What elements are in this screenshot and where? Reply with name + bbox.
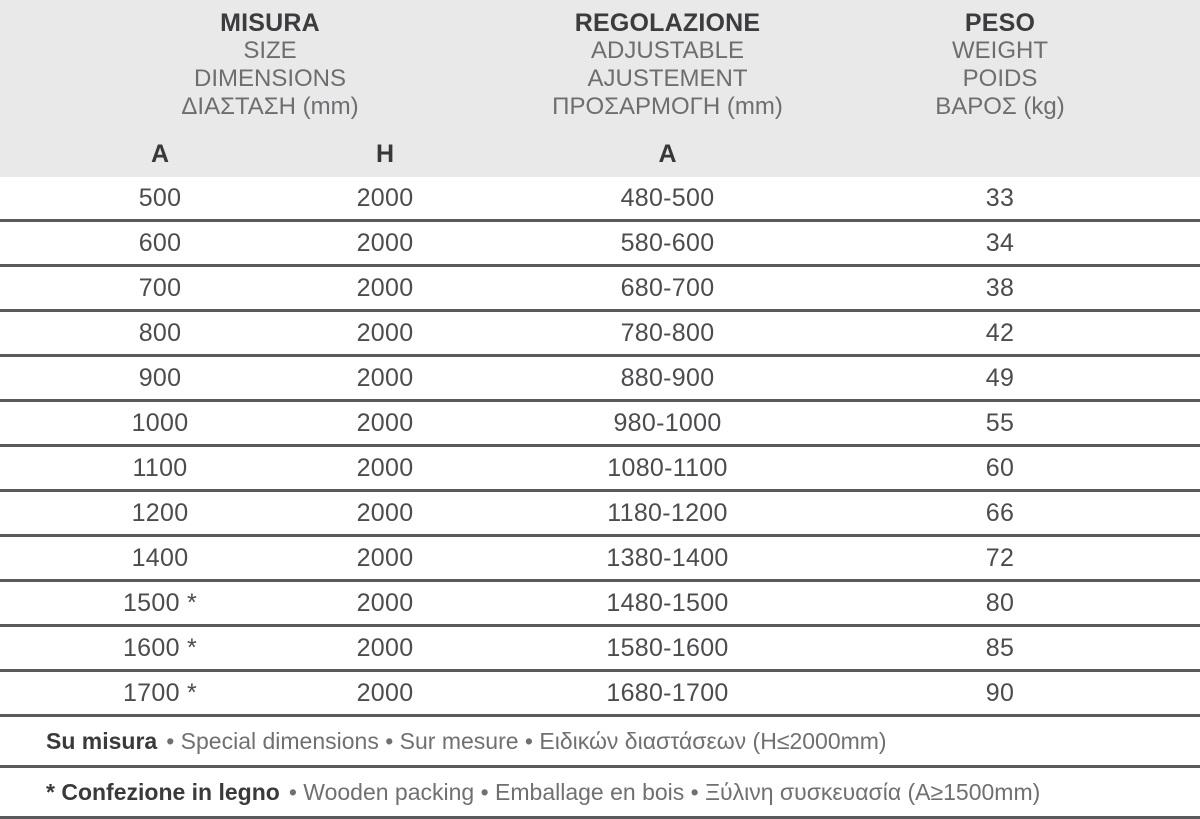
cell-size-a: 800	[138, 318, 182, 347]
cell-size-h: 2000	[356, 633, 414, 662]
cell-size-h: 2000	[356, 453, 414, 482]
header-group-peso	[880, 9, 1120, 121]
cell-size-a: 600	[138, 228, 182, 257]
cell-adjust-range: 880-900	[620, 363, 715, 392]
header-sub-ajustement: AJUSTEMENT	[587, 65, 748, 92]
note-rest-text: • Wooden packing • Emballage en bois • Ξύλινη συσκευασία (A≥1500mm)	[288, 778, 1041, 805]
cell-adjust-range: 1380-1400	[606, 543, 729, 572]
cell-size-a: 1100	[132, 453, 188, 482]
cell-size-h: 2000	[356, 228, 414, 257]
note-confezione-in-legno	[0, 768, 1200, 819]
note-bold-text: * Confezione in legno	[46, 778, 280, 805]
cell-weight: 55	[985, 408, 1015, 437]
header-sub-diastasi: ΔΙΑΣΤΑΣΗ (mm)	[181, 93, 359, 120]
table-row	[0, 222, 1200, 267]
header-sub-varos: ΒΑΡΟΣ (kg)	[935, 93, 1065, 120]
cell-weight: 42	[985, 318, 1015, 347]
subheader-size-h: H	[375, 140, 395, 168]
cell-size-a: 700	[138, 273, 182, 302]
cell-weight: 85	[985, 633, 1015, 662]
cell-weight: 90	[985, 678, 1015, 707]
cell-weight: 66	[985, 498, 1015, 527]
table-row	[0, 402, 1200, 447]
note-bold-text: Su misura	[46, 727, 158, 754]
cell-size-a: 500	[138, 183, 182, 212]
cell-size-h: 2000	[356, 408, 414, 437]
cell-size-a: 1400	[131, 543, 189, 572]
table-row	[0, 537, 1200, 582]
cell-adjust-range: 1180-1200	[607, 498, 728, 527]
cell-adjust-range: 1080-1100	[607, 453, 728, 482]
cell-size-h: 2000	[356, 588, 414, 617]
table-row	[0, 447, 1200, 492]
cell-size-a: 1500 *	[122, 588, 198, 617]
header-sub-adjustable: ADJUSTABLE	[591, 37, 744, 64]
cell-size-a: 1200	[131, 498, 189, 527]
header-group-regolazione	[450, 9, 885, 121]
table-row	[0, 267, 1200, 312]
cell-adjust-range: 1480-1500	[606, 588, 729, 617]
cell-adjust-range: 580-600	[620, 228, 715, 257]
table-row	[0, 492, 1200, 537]
note-su-misura	[0, 717, 1200, 768]
table-row	[0, 627, 1200, 672]
table-row	[0, 357, 1200, 402]
cell-adjust-range: 680-700	[620, 273, 715, 302]
header-sub-size: SIZE	[243, 37, 297, 64]
cell-weight: 72	[985, 543, 1015, 572]
cell-adjust-range: 480-500	[620, 183, 715, 212]
cell-weight: 33	[985, 183, 1015, 212]
cell-size-h: 2000	[356, 678, 414, 707]
subheader-adjustable-a: A	[658, 140, 677, 168]
cell-size-h: 2000	[356, 273, 414, 302]
header-title-regolazione: REGOLAZIONE	[574, 9, 761, 37]
header-sub-prosarmogi: ΠΡΟΣΑΡΜΟΓΗ (mm)	[552, 93, 783, 120]
table-row	[0, 312, 1200, 357]
header-title-peso: PESO	[964, 9, 1036, 37]
cell-size-h: 2000	[356, 183, 414, 212]
cell-weight: 60	[985, 453, 1015, 482]
cell-size-a: 1000	[131, 408, 189, 437]
cell-size-h: 2000	[356, 318, 414, 347]
cell-weight: 34	[985, 228, 1015, 257]
subheader-row	[0, 140, 1200, 169]
table-row	[0, 177, 1200, 222]
cell-weight: 38	[985, 273, 1015, 302]
header-sub-weight: WEIGHT	[952, 37, 1048, 64]
cell-size-h: 2000	[356, 543, 414, 572]
cell-adjust-range: 780-800	[620, 318, 715, 347]
subheader-weight-spacer	[885, 140, 1115, 169]
header-sub-dimensions: DIMENSIONS	[193, 65, 346, 92]
note-rest-text: • Special dimensions • Sur mesure • Ειδικών διαστάσεων (H≤2000mm)	[166, 727, 887, 754]
subheader-size-a: A	[150, 140, 170, 168]
cell-size-a: 1600 *	[122, 633, 198, 662]
cell-adjust-range: 1580-1600	[606, 633, 729, 662]
cell-size-h: 2000	[356, 498, 414, 527]
header-title-misura: MISURA	[220, 9, 320, 37]
cell-size-a: 900	[138, 363, 182, 392]
header-sub-poids: POIDS	[962, 65, 1038, 92]
cell-weight: 49	[985, 363, 1015, 392]
table-header	[0, 0, 1200, 177]
cell-weight: 80	[985, 588, 1015, 617]
cell-size-h: 2000	[356, 363, 414, 392]
cell-size-a: 1700 *	[122, 678, 198, 707]
cell-adjust-range: 1680-1700	[606, 678, 729, 707]
table-row	[0, 672, 1200, 717]
table-row	[0, 582, 1200, 627]
cell-adjust-range: 980-1000	[613, 408, 722, 437]
